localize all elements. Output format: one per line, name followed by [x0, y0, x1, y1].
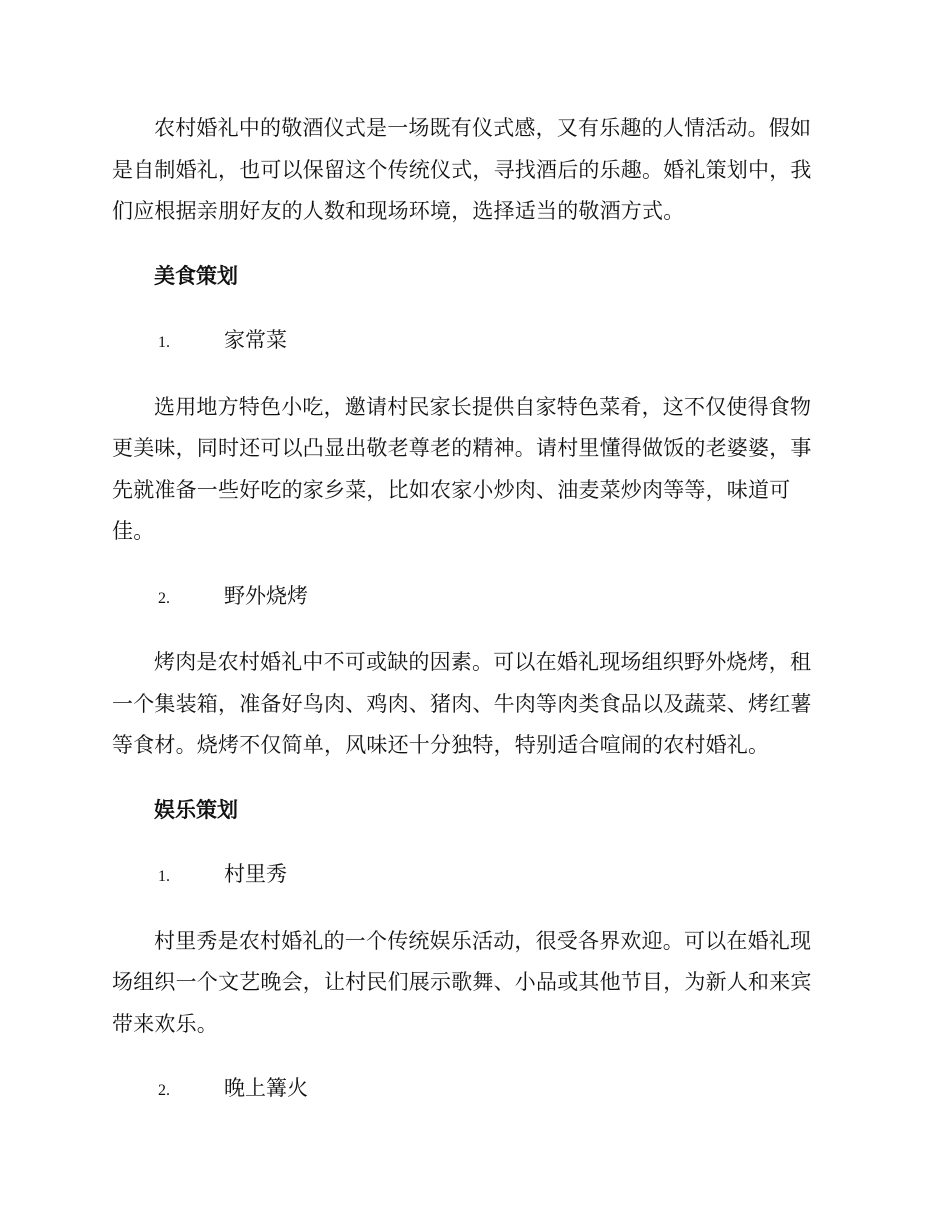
list-item-home-dishes [158, 320, 832, 364]
list-number: 1. [158, 334, 170, 351]
intro-paragraph: 农村婚礼中的敬酒仪式是一场既有仪式感，又有乐趣的人情活动。假如是自制婚礼，也可以保留这个传统仪式，寻找酒后的乐趣。婚礼策划中，我们应根据亲朋好友的人数和现场环境，选择适当的敬酒方式。 [112, 116, 812, 223]
list-number: 2. [158, 1082, 170, 1099]
list-title: 晚上篝火 [224, 1076, 308, 1100]
list-title: 村里秀 [224, 862, 287, 886]
section-heading-entertainment: 娱乐策划 [154, 797, 238, 822]
list-item-bonfire [158, 1068, 832, 1112]
section-heading-food: 美食策划 [154, 263, 238, 288]
home-dishes-paragraph: 选用地方特色小吃，邀请村民家长提供自家特色菜肴，这不仅使得食物更美味，同时还可以凸显出敬老尊老的精神。请村里懂得做饭的老婆婆，事先就准备一些好吃的家乡菜，比如农家小炒肉、油麦菜炒肉等等，味道可佳。 [112, 394, 812, 543]
document-page [112, 108, 832, 1135]
list-item-village-show [158, 854, 832, 898]
list-item-bbq [158, 576, 832, 620]
list-number: 1. [158, 868, 170, 885]
list-title: 家常菜 [224, 328, 287, 352]
list-title: 野外烧烤 [224, 583, 308, 608]
list-number: 2. [158, 589, 170, 607]
village-show-paragraph: 村里秀是农村婚礼的一个传统娱乐活动，很受各界欢迎。可以在婚礼现场组织一个文艺晚会，让村民们展示歌舞、小品或其他节目，为新人和来宾带来欢乐。 [112, 928, 812, 1036]
bbq-paragraph: 烤肉是农村婚礼中不可或缺的因素。可以在婚礼现场组织野外烧烤，租一个集装箱，准备好鸟肉、鸡肉、猪肉、牛肉等肉类食品以及蔬菜、烤红薯等食材。烧烤不仅简单，风味还十分独特，特别适合喧闹的农村婚礼。 [112, 650, 812, 757]
